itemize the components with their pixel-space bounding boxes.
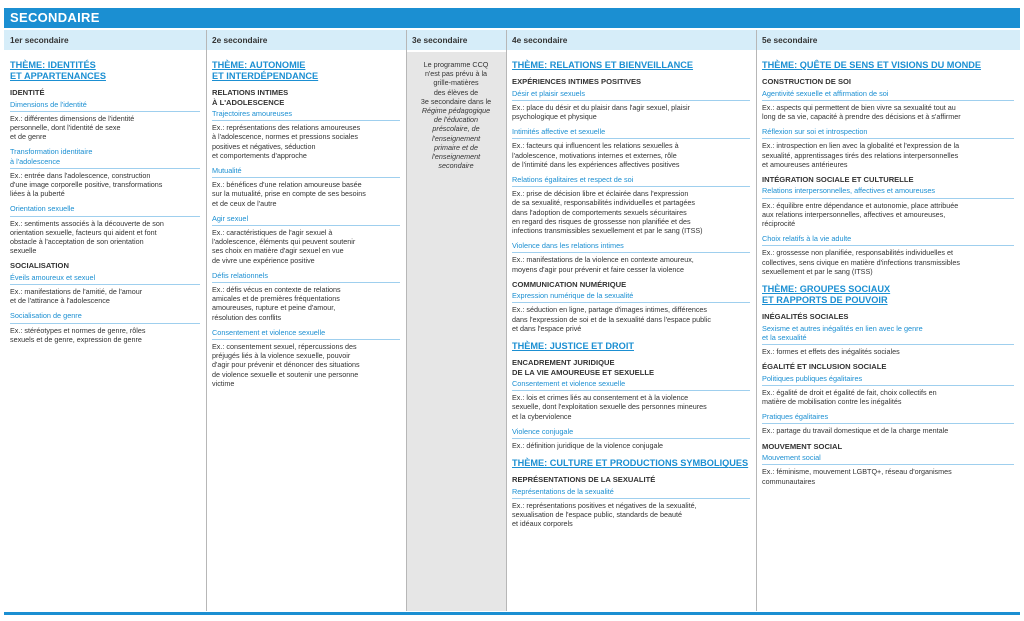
section-title-line: COMMUNICATION NUMÉRIQUE: [512, 279, 627, 289]
example-text-line: dans l'adoption de comportements sexuels sécuritaires: [512, 207, 687, 217]
subtopic-heading: [10, 204, 200, 216]
section-title-line: RELATIONS INTIMES: [212, 88, 289, 97]
example-text-line: Ex.: définition juridique de la violence conjugale: [512, 441, 664, 451]
note-italic-line: l'enseignement: [431, 133, 481, 143]
example-text-line: amoureuses, rupture et peine d'amour,: [212, 303, 336, 313]
example-text: [762, 248, 1014, 276]
example-text-line: et la cyberviolence: [512, 411, 572, 421]
subtopic-heading: [512, 291, 750, 303]
example-text: [762, 141, 1014, 169]
subtopic-heading-line: Sexisme et autres inégalités en lien avec le genre: [762, 323, 923, 333]
example-text-line: Ex.: féminisme, mouvement LGBTQ+, réseau d'organismes: [762, 467, 952, 477]
subtopic-heading-line: Éveils amoureux et sexuel: [10, 272, 96, 282]
section-title: [762, 77, 1014, 87]
subtopic-heading-line: Politiques publiques égalitaires: [762, 373, 863, 383]
subtopic-heading: [212, 328, 400, 340]
example-text-line: de vivre une expérience positive: [212, 255, 315, 265]
example-text-line: Ex.: stéréotypes et normes de genre, rôles: [10, 325, 146, 335]
section-title: [512, 475, 750, 485]
column-divider: [206, 30, 207, 611]
section-title: [10, 261, 200, 271]
example-text-line: aux relations interpersonnelles, affectives et amoureuses,: [762, 209, 946, 219]
section-title-line: CONSTRUCTION DE SOI: [762, 77, 852, 86]
example-text-line: Ex.: aspects qui permettent de bien vivre sa sexualité tout au: [762, 102, 956, 112]
example-text-line: infections transmissibles sexuellement et par le sang (ITSS): [512, 225, 703, 235]
example-text-line: de violence sexuelle et soutenir une personne: [212, 369, 359, 379]
example-text-line: sexuelle: [10, 246, 37, 256]
example-text-line: sexuels et de genre, expression de genre: [10, 334, 142, 344]
subtopic-heading-line: Transformation identitaire: [10, 147, 93, 157]
example-text-line: communautaires: [762, 476, 816, 486]
column-grade-2: [206, 52, 406, 611]
example-text-line: réciprocité: [762, 219, 796, 229]
example-text-line: et amoureuses antérieures: [762, 159, 848, 169]
column-divider: [756, 30, 757, 611]
example-text-line: victime: [212, 378, 235, 388]
example-text-line: collectives, sens civique en matière d'infections transmissibles: [762, 257, 960, 267]
example-text-line: et comportements d'approche: [212, 150, 307, 160]
example-text-line: l'adolescence, éléments qui peuvent soutenir: [212, 237, 356, 247]
theme-heading: [10, 60, 200, 82]
example-text-line: Ex.: séduction en ligne, partage d'images intimes, différences: [512, 305, 708, 315]
example-text: [212, 342, 400, 388]
subtopic-heading-line: Expression numérique de la sexualité: [512, 291, 634, 301]
bottom-rule: [4, 612, 1020, 615]
subtopic-heading-line: Représentations de la sexualité: [512, 486, 614, 496]
example-text-line: ses choix en matière d'agir sexuel en vue: [212, 246, 344, 256]
example-text-line: orientation sexuelle, facteurs qui aident et font: [10, 227, 157, 237]
example-text: [512, 305, 750, 333]
example-text: [762, 103, 1014, 121]
example-text-line: et dans l'espace privé: [512, 323, 582, 333]
subtopic-heading-line: Violence conjugale: [512, 426, 574, 436]
theme-heading-line: ET RAPPORTS DE POUVOIR: [762, 295, 888, 306]
example-text-line: d'une image corporelle positive, transformations: [10, 179, 163, 189]
subtopic-heading-line: Mutualité: [212, 166, 242, 176]
example-text: [512, 393, 750, 421]
example-text-line: résolution des conflits: [212, 312, 282, 322]
example-text-line: de sa sexualité, responsabilités individuelles et partagées: [512, 198, 695, 208]
subtopic-heading: [212, 109, 400, 121]
subtopic-heading-line: Relations interpersonnelles, affectives et amoureuses: [762, 186, 936, 196]
section-title-line: ENCADREMENT JURIDIQUE: [512, 358, 615, 368]
example-text: [512, 255, 750, 273]
example-text: [762, 201, 1014, 229]
example-text-line: moyens d'agir pour prévenir et faire cesser la violence: [512, 264, 684, 274]
theme-heading-line: THÈME: IDENTITÉS: [10, 60, 96, 70]
header-grade-5: 5e secondaire: [762, 35, 818, 45]
not-applicable-note: [412, 58, 500, 172]
section-title-line: À L'ADOLESCENCE: [212, 97, 285, 107]
example-text-line: sur la mutualité, prise en compte de ses besoins: [212, 189, 366, 199]
example-text-line: préjugés liés à la violence sexuelle, pouvoir: [212, 351, 351, 361]
theme-heading: [512, 341, 750, 352]
subtopic-heading: [512, 175, 750, 187]
example-text-line: Ex.: équilibre entre dépendance et autonomie, place attribuée: [762, 200, 959, 210]
example-text-line: Ex.: partage du travail domestique et de la charge mentale: [762, 426, 949, 436]
subtopic-heading: [762, 453, 1014, 465]
example-text-line: long de sa vie, capacité à prendre des décisions et à s'affirmer: [762, 111, 961, 121]
example-text-line: d'agir pour prévenir et dénoncer des situations: [212, 360, 360, 370]
example-text-line: Ex.: manifestations de l'amitié, de l'amour: [10, 287, 143, 297]
subtopic-heading: [512, 241, 750, 253]
example-text-line: sexualité, apprentissages tirés des relations interpersonnelles: [762, 150, 959, 160]
subtopic-heading: [762, 234, 1014, 246]
subtopic-heading: [762, 89, 1014, 101]
example-text-line: Ex.: introspection en lien avec la globalité et l'expression de la: [762, 141, 960, 151]
example-text-line: positives et négatives, séduction: [212, 141, 316, 151]
example-text: [212, 285, 400, 322]
column-divider: [506, 30, 507, 611]
example-text-line: sexualisation de l'espace public, standards de beauté: [512, 510, 682, 520]
subtopic-heading: [512, 127, 750, 139]
subtopic-heading-line: Consentement et violence sexuelle: [212, 327, 326, 337]
column-grade-5: [756, 52, 1020, 611]
subtopic-heading-line: Choix relatifs à la vie adulte: [762, 234, 852, 244]
example-text-line: Ex.: consentement sexuel, répercussions des: [212, 342, 357, 352]
example-text-line: Ex.: manifestations de la violence en contexte amoureux,: [512, 255, 694, 265]
subtopic-heading: [10, 311, 200, 323]
theme-heading-line: THÈME: GROUPES SOCIAUX: [762, 284, 891, 295]
example-text-line: et de l'attirance à l'adolescence: [10, 296, 110, 306]
example-text: [212, 228, 400, 265]
subtopic-heading: [212, 166, 400, 178]
section-title-line: MOUVEMENT SOCIAL: [762, 441, 843, 451]
theme-heading-line: THÈME: QUÊTE DE SENS ET VISIONS DU MONDE: [762, 60, 981, 70]
subtopic-heading: [512, 487, 750, 499]
subtopic-heading: [512, 89, 750, 101]
section-banner: SECONDAIRE: [4, 8, 1020, 28]
example-text-line: en regard des risques de grossesse non planifiée et des: [512, 216, 691, 226]
example-text-line: Ex.: égalité de droit et égalité de fait, choix collectifs en: [762, 387, 937, 397]
example-text-line: Ex.: différentes dimensions de l'identité: [10, 113, 135, 123]
section-title-line: REPRÉSENTATIONS DE LA SEXUALITÉ: [512, 475, 656, 485]
example-text: [762, 467, 1014, 485]
example-text-line: Ex.: caractéristiques de l'agir sexuel à: [212, 228, 333, 238]
example-text-line: Ex.: facteurs qui influencent les relations sexuelles à: [512, 141, 679, 151]
section-title: [512, 280, 750, 290]
example-text-line: et de genre: [10, 132, 47, 142]
note-italic-line: secondaire: [438, 161, 474, 171]
example-text-line: Ex.: représentations des relations amoureuses: [212, 123, 361, 133]
subtopic-heading: [10, 273, 200, 285]
example-text: [762, 426, 1014, 435]
note-italic-line: l'enseignement: [431, 152, 481, 162]
subtopic-heading-line: à l'adolescence: [10, 156, 61, 166]
note-line: 3e secondaire dans le: [420, 96, 492, 106]
header-grade-4: 4e secondaire: [512, 35, 568, 45]
theme-heading: [512, 458, 750, 469]
theme-heading: [762, 284, 1014, 306]
note-italic-line: de l'éducation: [433, 115, 479, 125]
theme-heading-line: THÈME: JUSTICE ET DROIT: [512, 341, 634, 352]
example-text-line: Ex.: formes et effets des inégalités sociales: [762, 346, 900, 356]
section-title: [762, 442, 1014, 452]
subtopic-heading: [212, 271, 400, 283]
subtopic-heading: [762, 412, 1014, 424]
section-title: [762, 312, 1014, 322]
example-text-line: liées à la puberté: [10, 189, 65, 199]
subtopic-heading-line: Violence dans les relations intimes: [512, 241, 624, 251]
subtopic-heading-line: Désir et plaisir sexuels: [512, 88, 585, 98]
example-text-line: Ex.: grossesse non planifiée, responsabilités individuelles et: [762, 248, 953, 258]
subtopic-heading: [10, 147, 200, 168]
example-text-line: l'adolescence, motivations internes et externes, rôle: [512, 150, 677, 160]
header-grade-3: 3e secondaire: [412, 35, 468, 45]
note-italic-line: primaire et de: [434, 142, 478, 152]
subtopic-heading-line: Agir sexuel: [212, 213, 249, 223]
subtopic-heading-line: Orientation sexuelle: [10, 204, 75, 214]
example-text: [10, 219, 200, 256]
example-text-line: sexuellement et par le sang (ITSS): [762, 266, 873, 276]
theme-heading: [762, 60, 1014, 71]
example-text: [512, 501, 750, 529]
note-line: n'est pas prévu à la: [424, 69, 488, 79]
example-text-line: dans l'expression de soi et de la sexualité dans l'espace public: [512, 314, 711, 324]
example-text: [512, 441, 750, 450]
example-text: [512, 189, 750, 235]
subtopic-heading-line: Pratiques égalitaires: [762, 412, 829, 422]
subtopic-heading-line: Trajectoires amoureuses: [212, 109, 293, 118]
example-text-line: et idéaux corporels: [512, 519, 573, 529]
note-italic-line: Régime pédagogique: [421, 106, 491, 116]
example-text-line: sexuelle, dont l'exploitation sexuelle des personnes mineures: [512, 402, 707, 412]
subtopic-heading-line: Intimités affective et sexuelle: [512, 127, 606, 137]
note-line: des élèves de: [433, 87, 479, 97]
column-grade-1: [4, 52, 206, 611]
section-title-line: DE LA VIE AMOUREUSE ET SEXUELLE: [512, 367, 655, 377]
subtopic-heading-line: Consentement et violence sexuelle: [512, 379, 626, 389]
example-text: [512, 103, 750, 121]
theme-heading-line: ET APPARTENANCES: [10, 71, 106, 81]
example-text-line: amicales et de premières fréquentations: [212, 294, 340, 304]
example-text-line: psychologique et physique: [512, 111, 597, 121]
theme-heading-line: ET INTERDÉPENDANCE: [212, 71, 319, 81]
header-grade-2: 2e secondaire: [212, 35, 268, 45]
example-text: [10, 114, 200, 142]
example-text-line: matière de mobilisation contre les inégalités: [762, 397, 902, 407]
example-text-line: Ex.: entrée dans l'adolescence, construction: [10, 170, 151, 180]
subtopic-heading-line: et la sexualité: [762, 332, 807, 342]
example-text-line: obstacle à l'acceptation de son orientation: [10, 236, 144, 246]
subtopic-heading: [212, 214, 400, 226]
section-title: [512, 358, 750, 377]
example-text: [762, 388, 1014, 406]
example-text-line: Ex.: lois et crimes liés au consentement et à la violence: [512, 393, 689, 403]
theme-heading: [512, 60, 750, 71]
section-title: [762, 175, 1014, 185]
example-text-line: Ex.: prise de décision libre et éclairée dans l'expression: [512, 189, 689, 199]
subtopic-heading: [762, 127, 1014, 139]
theme-heading-line: THÈME: RELATIONS ET BIENVEILLANCE: [512, 60, 694, 70]
example-text-line: Ex.: représentations positives et négatives de la sexualité,: [512, 500, 697, 510]
section-title: [512, 77, 750, 87]
section-title: [212, 88, 400, 107]
column-grade-3: [406, 52, 506, 611]
subtopic-heading: [10, 100, 200, 112]
section-title-line: INTÉGRATION SOCIALE ET CULTURELLE: [762, 174, 914, 184]
subtopic-heading: [512, 379, 750, 391]
subtopic-heading-line: Agentivité sexuelle et affirmation de soi: [762, 88, 889, 98]
example-text-line: et de ceux de l'autre: [212, 198, 277, 208]
subtopic-heading: [762, 186, 1014, 198]
subtopic-heading: [762, 374, 1014, 386]
example-text: [512, 141, 750, 169]
example-text-line: Ex.: sentiments associés à la découverte de son: [10, 218, 164, 228]
section-title: [10, 88, 200, 98]
subtopic-heading-line: Dimensions de l'identité: [10, 99, 87, 109]
example-text: [212, 180, 400, 208]
theme-heading-line: THÈME: CULTURE ET PRODUCTIONS SYMBOLIQUES: [512, 458, 749, 469]
section-title-line: IDENTITÉ: [10, 88, 45, 97]
example-text-line: Ex.: défis vécus en contexte de relations: [212, 285, 341, 295]
example-text: [10, 326, 200, 344]
grade-header-row: [4, 30, 1020, 50]
example-text-line: Ex.: bénéfices d'une relation amoureuse basée: [212, 180, 362, 190]
section-title-line: EXPÉRIENCES INTIMES POSITIVES: [512, 77, 642, 86]
section-title-line: SOCIALISATION: [10, 261, 69, 271]
example-text: [212, 123, 400, 160]
note-line: Le programme CCQ: [423, 60, 489, 69]
section-title: [762, 362, 1014, 372]
subtopic-heading-line: Mouvement social: [762, 453, 821, 463]
section-title-line: ÉGALITÉ ET INCLUSION SOCIALE: [762, 362, 887, 372]
subtopic-heading-line: Défis relationnels: [212, 270, 268, 280]
example-text-line: Ex.: place du désir et du plaisir dans l'agir sexuel, plaisir: [512, 102, 690, 112]
theme-heading-line: THÈME: AUTONOMIE: [212, 60, 306, 70]
example-text: [10, 287, 200, 305]
subtopic-heading-line: Réflexion sur soi et introspection: [762, 127, 868, 137]
note-line: grille-matières: [433, 78, 479, 88]
example-text-line: à l'adolescence, normes et pressions sociales: [212, 132, 358, 142]
subtopic-heading: [512, 427, 750, 439]
subtopic-heading-line: Relations égalitaires et respect de soi: [512, 174, 634, 184]
example-text: [762, 347, 1014, 356]
section-title-line: INÉGALITÉS SOCIALES: [762, 312, 849, 322]
subtopic-heading-line: Socialisation de genre: [10, 311, 82, 321]
subtopic-heading: [762, 324, 1014, 345]
column-divider: [406, 30, 407, 611]
note-italic-line: préscolaire, de: [432, 124, 480, 134]
column-grade-4: [506, 52, 756, 611]
example-text-line: de l'intimité dans les expériences affectives positives: [512, 159, 680, 169]
example-text-line: personnelle, dont l'identité de sexe: [10, 122, 121, 132]
example-text: [10, 171, 200, 199]
theme-heading: [212, 60, 400, 82]
header-grade-1: 1er secondaire: [10, 35, 69, 45]
